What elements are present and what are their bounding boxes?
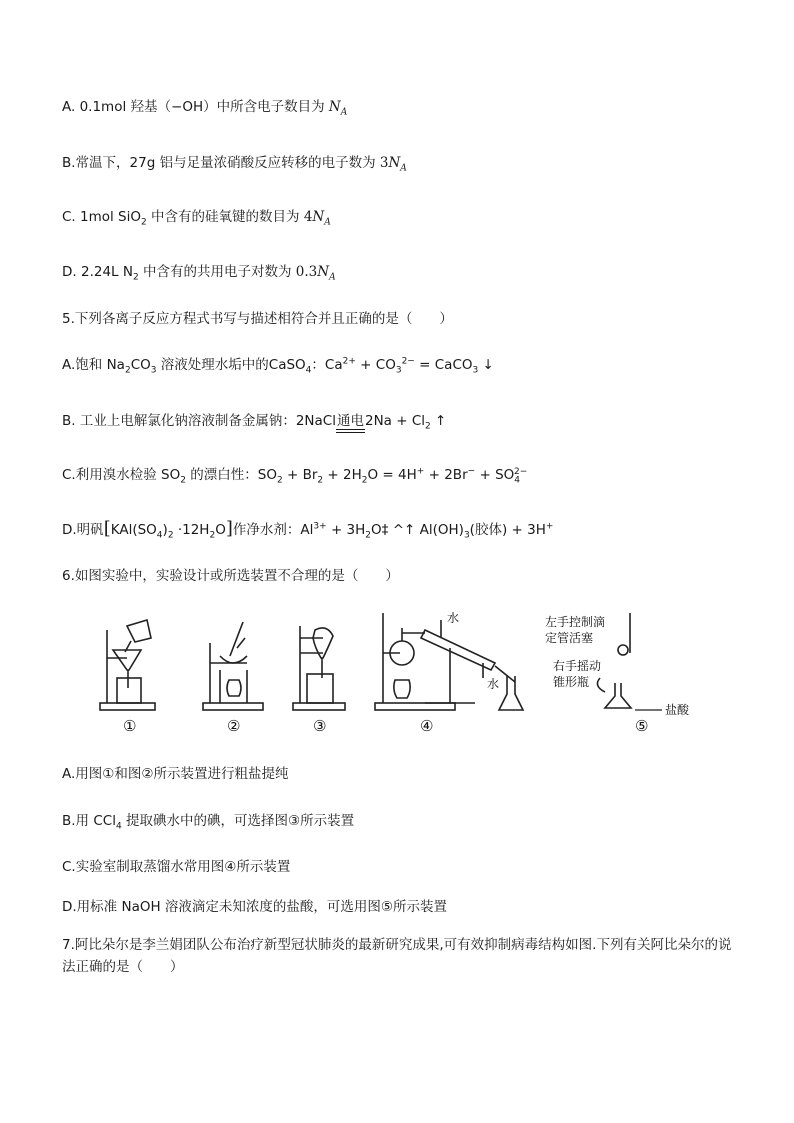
- na-symbol: $N_A$: [317, 264, 336, 283]
- figure-label-1: ①: [123, 717, 137, 735]
- acid-label: 盐酸: [665, 703, 690, 717]
- figure-label-5: ⑤: [635, 717, 649, 735]
- q6-stem: 6.如图实验中，实验设计或所选装置不合理的是（ ）: [62, 568, 399, 584]
- q4-c-text: C. 1mol SiO: [62, 209, 141, 225]
- q4-d-coef: 0.3: [295, 264, 318, 280]
- evaporation-apparatus: [203, 622, 263, 710]
- water-in-label: 水: [447, 611, 460, 625]
- q6-option-c: C.实验室制取蒸馏水常用图④所示装置: [62, 859, 291, 875]
- q5-option-a: A.饱和 $Na_2CO_3$ 溶液处理水垢中的CaSO$_4$：$Ca^{2+} + CO_3^{2-}$ = CaCO$_3$ ↓: [62, 356, 494, 376]
- distillation-apparatus: [375, 613, 523, 710]
- subscript: 2: [141, 217, 147, 228]
- q6-option-b: B.用 CCl$_4$ 提取碘水中的碘，可选择图③所示装置: [62, 813, 355, 832]
- q4-b-text: B.常温下，27g 铝与足量浓硝酸反应转移的电子数为: [62, 155, 376, 171]
- q5-option-b: B. 工业上电解氯化钠溶液制备金属钠：2NaCl通电 $2Na + Cl_2$ ↑: [62, 411, 446, 435]
- water-out-label: 水: [487, 677, 500, 691]
- lab-apparatus-figure: [95, 608, 705, 736]
- q4-d-text: D. 2.24L N: [62, 264, 133, 280]
- figure-label-2: ②: [227, 717, 241, 735]
- na-symbol: $N_A$: [388, 155, 407, 174]
- q7-stem: 7.阿比朵尔是李兰娟团队公布治疗新型冠状肺炎的最新研究成果,可有效抑制病毒结构如图.下列有关阿比朵尔的说法正确的是（ ）: [62, 937, 732, 975]
- q4-a-text: A. 0.1mol 羟基（−OH）中所含电子数目为: [62, 99, 325, 115]
- note-swirl-1: 右手摇动: [553, 659, 602, 673]
- subscript: 2: [132, 272, 139, 283]
- note-stopcock-1: 左手控制滴: [545, 615, 606, 629]
- q4-d-mid: 中含有的共用电子对数为: [138, 264, 292, 280]
- q4-c-coef: 4: [303, 209, 313, 225]
- q5-stem: 5.下列各离子反应方程式书写与描述相符合并且正确的是（ ）: [62, 311, 453, 327]
- q4-option-c: [62, 207, 331, 227]
- q6-option-a: A.用图①和图②所示装置进行粗盐提纯: [62, 766, 289, 782]
- figure-label-4: ④: [420, 717, 434, 735]
- na-symbol: $N_A$: [312, 209, 331, 228]
- filtration-apparatus: [100, 620, 155, 710]
- reversible-arrow: ‡ ^↑: [381, 522, 416, 538]
- q4-option-a: [62, 97, 347, 117]
- q4-c-mid: 中含有的硅氧键的数目为: [146, 209, 300, 225]
- q4-option-d: [62, 262, 336, 282]
- q5-option-d: D.明矾$[KAl(SO_4)_2 \cdot 12H_2O]$作净水剂：$Al^{3+}$ + $3H_2O\ddagger$ ^↑ $Al(OH)_3$(胶体) + 3H+: [62, 518, 554, 541]
- q4-option-b: [62, 153, 407, 173]
- figure-label-3: ③: [313, 717, 327, 735]
- electrolysis-condition: 通电: [336, 411, 365, 435]
- q5-option-c: C.利用溴水检验 $SO_2$ 的漂白性：$SO_2 + Br_2 + 2H_2O = 4H^+ + 2Br^- + SO_4^{2-}$: [62, 466, 528, 486]
- q4-b-coef: 3: [379, 155, 389, 171]
- note-swirl-2: 锥形瓶: [553, 675, 590, 689]
- note-stopcock-2: 定管活塞: [545, 631, 594, 645]
- na-symbol: $N_A$: [328, 99, 348, 118]
- separatory-funnel-apparatus: [293, 626, 345, 710]
- q6-option-d: D.用标准 NaOH 溶液滴定未知浓度的盐酸，可选用图⑤所示装置: [62, 899, 448, 915]
